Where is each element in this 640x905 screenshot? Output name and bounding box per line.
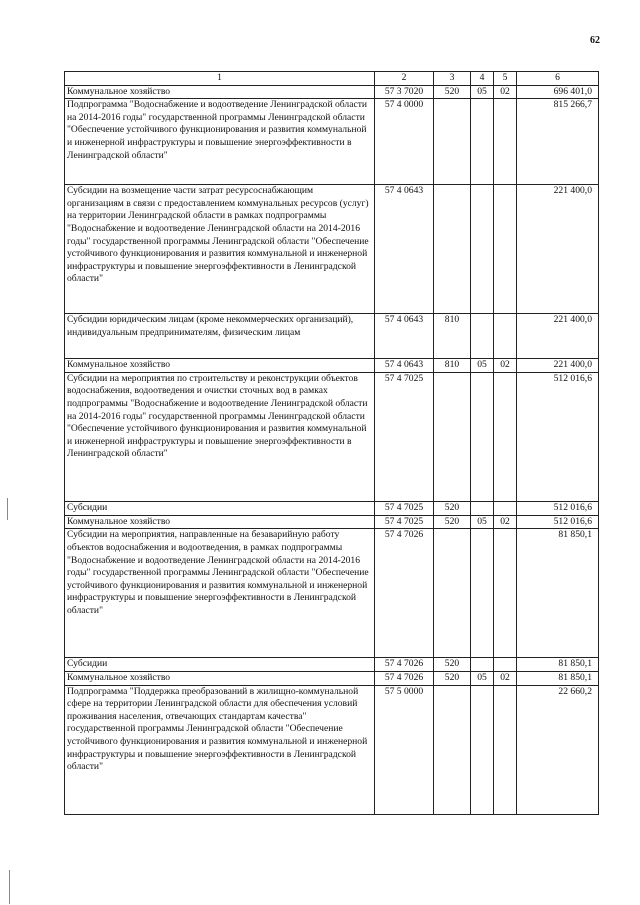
cell-sum: 696 401,0 [517, 85, 599, 99]
scan-artifact-mark [7, 498, 8, 520]
cell-vr [434, 99, 471, 185]
table-row [65, 529, 599, 658]
cell-pr [494, 372, 517, 501]
cell-code: 57 4 7026 [375, 671, 434, 685]
cell-vr: 520 [434, 515, 471, 529]
table-row [65, 372, 599, 501]
table-row [65, 85, 599, 99]
cell-name: Субсидии на мероприятия, направленные на безаварийную работу объектов водоснабжения и водоотведения, в рамках подпрограммы "Водоснабжение и водоотведение Ленинградской области на 2014-2016 годы" государственной программы Ленинградской области "Обеспечение устойчивого функционирования и развития коммунальной и инженерной инфраструктуры и повышение энергоэффективности в Ленинградской области" [65, 529, 375, 658]
cell-sum: 81 850,1 [517, 529, 599, 658]
cell-rz: 05 [471, 515, 494, 529]
cell-pr [494, 185, 517, 314]
cell-name: Субсидии [65, 658, 375, 672]
cell-code: 57 4 7025 [375, 501, 434, 515]
cell-pr [494, 685, 517, 814]
cell-rz [471, 372, 494, 501]
cell-rz: 05 [471, 85, 494, 99]
cell-sum: 81 850,1 [517, 658, 599, 672]
cell-name: Субсидии на мероприятия по строительству и реконструкции объектов водоснабжения, водоотведения и очистки сточных вод в рамках подпрограммы "Водоснабжение и водоотведение Ленинградской области на 2014-2016 годы" государственной программы Ленинградской области "Обеспечение устойчивого функционирования и развития коммунальной и инженерной инфраструктуры и повышение энергоэффективности в Ленинградской области" [65, 372, 375, 501]
cell-vr: 520 [434, 658, 471, 672]
cell-pr [494, 501, 517, 515]
cell-pr [494, 529, 517, 658]
cell-code: 57 4 0000 [375, 99, 434, 185]
cell-rz [471, 314, 494, 359]
cell-pr [494, 658, 517, 672]
cell-pr: 02 [494, 671, 517, 685]
page-number: 62 [590, 35, 600, 46]
cell-code: 57 4 7026 [375, 529, 434, 658]
table-row [65, 515, 599, 529]
cell-sum: 221 400,0 [517, 359, 599, 373]
cell-name: Коммунальное хозяйство [65, 85, 375, 99]
cell-rz: 05 [471, 671, 494, 685]
cell-sum: 512 016,6 [517, 501, 599, 515]
cell-rz [471, 99, 494, 185]
cell-pr: 02 [494, 85, 517, 99]
cell-sum: 81 850,1 [517, 671, 599, 685]
cell-name: Субсидии [65, 501, 375, 515]
cell-pr [494, 314, 517, 359]
cell-name: Подпрограмма "Поддержка преобразований в жилищно-коммунальной сфере на территории Ленинградской области для обеспечения условий проживания населения, отвечающих стандартам качества" государственной программы Ленинградской области "Обеспечение устойчивого функционирования и развития коммунальной и инженерной инфраструктуры и повышение энергоэффективности в Ленинградской области" [65, 685, 375, 814]
column-header: 4 [471, 72, 494, 86]
column-header: 2 [375, 72, 434, 86]
cell-sum: 22 660,2 [517, 685, 599, 814]
cell-vr [434, 185, 471, 314]
cell-sum: 815 266,7 [517, 99, 599, 185]
cell-sum: 221 400,0 [517, 314, 599, 359]
cell-vr [434, 372, 471, 501]
cell-vr [434, 685, 471, 814]
table-header-row [65, 72, 599, 86]
cell-rz [471, 501, 494, 515]
cell-name: Субсидии юридическим лицам (кроме некоммерческих организаций), индивидуальным предпринимателям, физическим лицам [65, 314, 375, 359]
cell-name: Коммунальное хозяйство [65, 359, 375, 373]
cell-vr [434, 529, 471, 658]
column-header: 5 [494, 72, 517, 86]
table-row [65, 671, 599, 685]
cell-sum: 221 400,0 [517, 185, 599, 314]
table-row [65, 314, 599, 359]
cell-rz [471, 185, 494, 314]
column-header: 1 [65, 72, 375, 86]
cell-sum: 512 016,6 [517, 372, 599, 501]
budget-table [64, 71, 599, 815]
cell-code: 57 4 7025 [375, 372, 434, 501]
cell-code: 57 4 0643 [375, 314, 434, 359]
scan-artifact-mark [9, 870, 10, 904]
cell-rz [471, 685, 494, 814]
cell-vr: 810 [434, 359, 471, 373]
cell-pr [494, 99, 517, 185]
table-row [65, 501, 599, 515]
cell-code: 57 4 0643 [375, 185, 434, 314]
cell-code: 57 4 7025 [375, 515, 434, 529]
cell-vr: 520 [434, 501, 471, 515]
cell-vr: 520 [434, 85, 471, 99]
table-row [65, 658, 599, 672]
cell-sum: 512 016,6 [517, 515, 599, 529]
column-header: 3 [434, 72, 471, 86]
cell-code: 57 5 0000 [375, 685, 434, 814]
cell-pr: 02 [494, 515, 517, 529]
table-row [65, 99, 599, 185]
cell-code: 57 4 7026 [375, 658, 434, 672]
table-row [65, 359, 599, 373]
column-header: 6 [517, 72, 599, 86]
cell-name: Коммунальное хозяйство [65, 515, 375, 529]
cell-pr: 02 [494, 359, 517, 373]
cell-code: 57 3 7020 [375, 85, 434, 99]
cell-name: Субсидии на возмещение части затрат ресурсоснабжающим организациям в связи с предоставлением коммунальных ресурсов (услуг) на территории Ленинградской области в рамках подпрограммы "Водоснабжение и водоотведение Ленинградской области на 2014-2016 годы" государственной программы Ленинградской области "Обеспечение устойчивого функционирования и развития коммунальной и инженерной инфраструктуры и повышение энергоэффективности в Ленинградской области" [65, 185, 375, 314]
cell-rz [471, 658, 494, 672]
table-row [65, 185, 599, 314]
cell-code: 57 4 0643 [375, 359, 434, 373]
cell-name: Подпрограмма "Водоснабжение и водоотведение Ленинградской области на 2014-2016 годы" государственной программы Ленинградской области "Обеспечение устойчивого функционирования и развития коммунальной и инженерной инфраструктуры и повышение энергоэффективности в Ленинградской области" [65, 99, 375, 185]
cell-vr: 520 [434, 671, 471, 685]
table-row [65, 685, 599, 814]
cell-rz: 05 [471, 359, 494, 373]
cell-rz [471, 529, 494, 658]
cell-vr: 810 [434, 314, 471, 359]
cell-name: Коммунальное хозяйство [65, 671, 375, 685]
